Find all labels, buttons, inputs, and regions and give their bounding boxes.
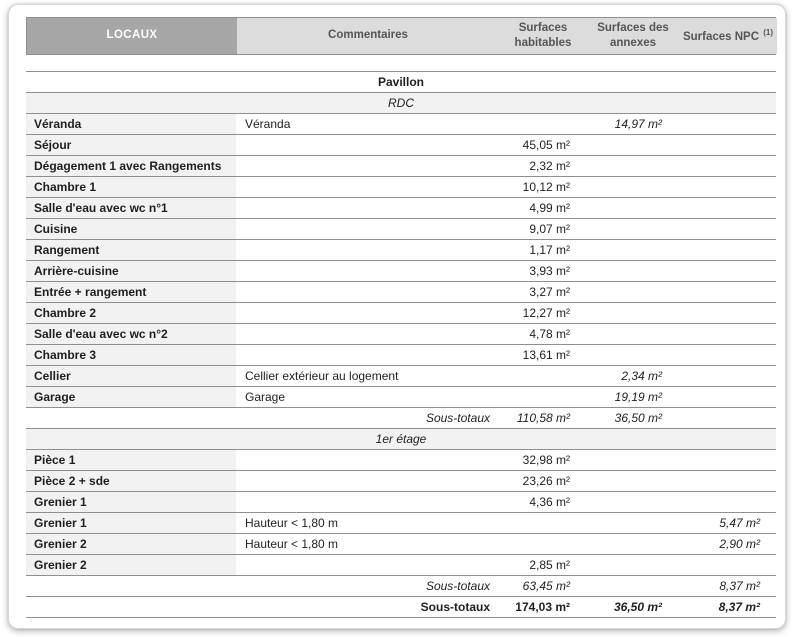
local-cell: Arrière-cuisine xyxy=(26,261,236,281)
surfaces-npc-cell: 8,37 m² xyxy=(719,579,760,593)
surfaces-npc-cell xyxy=(678,387,776,407)
surfaces-annexes-cell xyxy=(586,450,678,470)
surfaces-habitables-cell: 45,05 m² xyxy=(522,138,570,152)
surfaces-npc-cell xyxy=(678,261,776,281)
surfaces-habitables-cell: 4,36 m² xyxy=(529,495,570,509)
section-row: RDC xyxy=(26,93,776,114)
local-cell: Grenier 1 xyxy=(26,513,236,533)
surfaces-habitables-cell: 32,98 m² xyxy=(522,453,570,467)
surfaces-annexes-cell xyxy=(586,282,678,302)
surfaces-npc-cell: 5,47 m² xyxy=(719,516,760,530)
surfaces-habitables-cell: 110,58 m² xyxy=(516,411,570,425)
surfaces-npc-cell: 8,37 m² xyxy=(718,600,760,614)
comment-cell: Garage xyxy=(245,390,286,404)
local-cell xyxy=(26,408,236,428)
header-cell-surfaces-npc xyxy=(679,18,777,54)
surfaces-annexes-cell xyxy=(586,513,678,533)
local-cell: Dégagement 1 avec Rangements xyxy=(26,156,236,176)
surfaces-npc-cell xyxy=(678,471,776,491)
surfaces-annexes-cell: 36,50 m² xyxy=(613,600,662,614)
local-cell: Rangement xyxy=(26,240,236,260)
local-cell: Entrée + rangement xyxy=(26,282,236,302)
table-row xyxy=(26,513,776,534)
local-cell: Séjour xyxy=(26,135,236,155)
surfaces-npc-cell: 2,90 m² xyxy=(719,537,760,551)
surfaces-annexes-cell xyxy=(586,345,678,365)
header-cell-commentaires xyxy=(237,18,499,54)
surfaces-annexes-cell xyxy=(586,303,678,323)
surfaces-annexes-cell xyxy=(586,156,678,176)
table-row xyxy=(26,555,776,576)
surfaces-habitables-cell xyxy=(498,114,586,134)
table-body xyxy=(26,71,776,618)
surfaces-habitables-cell xyxy=(498,513,586,533)
table-row xyxy=(26,366,776,387)
table-row xyxy=(26,471,776,492)
surfaces-npc-cell xyxy=(678,240,776,260)
surfaces-habitables-cell xyxy=(498,534,586,554)
comment-cell xyxy=(236,219,498,239)
document-page xyxy=(8,4,786,629)
comment-cell xyxy=(236,282,498,302)
surfaces-annexes-cell xyxy=(586,492,678,512)
table-row xyxy=(26,114,776,135)
surfaces-habitables-cell: 4,78 m² xyxy=(529,327,570,341)
surfaces-habitables-cell: 13,61 m² xyxy=(522,348,570,362)
surfaces-annexes-cell xyxy=(586,534,678,554)
local-cell: Chambre 3 xyxy=(26,345,236,365)
local-cell: Grenier 2 xyxy=(26,555,236,575)
local-cell: Pièce 1 xyxy=(26,450,236,470)
surfaces-habitables-cell: 9,07 m² xyxy=(529,222,570,236)
surfaces-annexes-cell xyxy=(586,576,678,596)
table-row xyxy=(26,156,776,177)
table-row xyxy=(26,282,776,303)
surfaces-npc-cell xyxy=(678,282,776,302)
surfaces-annexes-cell xyxy=(586,261,678,281)
comment-cell: Sous-totaux xyxy=(425,411,490,425)
header-gap xyxy=(26,55,776,71)
local-cell: Chambre 2 xyxy=(26,303,236,323)
npc-footnote-marker: (1) xyxy=(763,27,774,37)
surfaces-npc-cell xyxy=(678,135,776,155)
surfaces-habitables-cell: 12,27 m² xyxy=(522,306,570,320)
comment-cell: Sous-totaux xyxy=(425,579,490,593)
comment-cell xyxy=(236,198,498,218)
surfaces-habitables-cell xyxy=(498,366,586,386)
local-cell: Pièce 2 + sde xyxy=(26,471,236,491)
local-cell xyxy=(26,597,236,617)
surfaces-habitables-cell: 174,03 m² xyxy=(515,600,570,614)
comment-cell: Hauteur < 1,80 m xyxy=(245,537,339,551)
surfaces-annexes-cell xyxy=(586,555,678,575)
surfaces-annexes-cell xyxy=(586,240,678,260)
table-row xyxy=(26,303,776,324)
surfaces-annexes-cell xyxy=(586,198,678,218)
comment-cell xyxy=(236,345,498,365)
local-cell: Grenier 1 xyxy=(26,492,236,512)
local-cell: Grenier 2 xyxy=(26,534,236,554)
surfaces-annexes-cell xyxy=(586,135,678,155)
comment-cell: Véranda xyxy=(245,117,291,131)
surfaces-habitables-cell: 23,26 m² xyxy=(522,474,570,488)
surfaces-habitables-cell: 3,27 m² xyxy=(529,285,570,299)
section-row: 1er étage xyxy=(26,429,776,450)
comment-cell xyxy=(236,471,498,491)
header-cell-surfaces-annexes xyxy=(587,18,679,54)
surfaces-annexes-cell xyxy=(586,177,678,197)
local-cell: Salle d'eau avec wc n°1 xyxy=(26,198,236,218)
table-row xyxy=(26,324,776,345)
surfaces-habitables-cell: 1,17 m² xyxy=(529,243,570,257)
comment-cell xyxy=(236,555,498,575)
header-label-commentaires: Commentaires xyxy=(328,29,408,42)
surfaces-habitables-cell: 10,12 m² xyxy=(522,180,570,194)
surfaces-annexes-cell xyxy=(586,219,678,239)
comment-cell: Hauteur < 1,80 m xyxy=(245,516,339,530)
surfaces-npc-cell xyxy=(678,555,776,575)
comment-cell xyxy=(236,156,498,176)
surfaces-annexes-cell xyxy=(586,471,678,491)
table-row xyxy=(26,261,776,282)
local-cell: Véranda xyxy=(26,114,236,134)
surfaces-habitables-cell: 2,32 m² xyxy=(529,159,570,173)
comment-cell xyxy=(236,492,498,512)
subtotal-row xyxy=(26,408,776,429)
comment-cell: Cellier extérieur au logement xyxy=(245,369,399,383)
total-row xyxy=(26,597,776,618)
table-row xyxy=(26,135,776,156)
comment-cell xyxy=(236,135,498,155)
local-cell: Salle d'eau avec wc n°2 xyxy=(26,324,236,344)
surfaces-npc-cell xyxy=(678,156,776,176)
comment-cell: Sous-totaux xyxy=(420,600,490,614)
surfaces-npc-cell xyxy=(678,450,776,470)
surfaces-annexes-cell xyxy=(586,324,678,344)
header-label-locaux: LOCAUX xyxy=(106,29,158,42)
table-row xyxy=(26,177,776,198)
table-row xyxy=(26,387,776,408)
surfaces-habitables-cell: 3,93 m² xyxy=(529,264,570,278)
surfaces-annexes-cell: 14,97 m² xyxy=(614,117,662,131)
local-cell: Cellier xyxy=(26,366,236,386)
surfaces-npc-cell xyxy=(678,345,776,365)
local-cell: Cuisine xyxy=(26,219,236,239)
local-cell: Chambre 1 xyxy=(26,177,236,197)
surfaces-habitables-cell xyxy=(498,387,586,407)
surfaces-npc-cell xyxy=(678,366,776,386)
surfaces-npc-cell xyxy=(678,114,776,134)
surfaces-npc-cell xyxy=(678,303,776,323)
header-label-surfaces-annexes: Surfaces des annexes xyxy=(597,21,669,49)
surfaces-habitables-cell: 2,85 m² xyxy=(529,558,570,572)
surfaces-annexes-cell: 19,19 m² xyxy=(614,390,662,404)
comment-cell xyxy=(236,177,498,197)
local-cell: Garage xyxy=(26,387,236,407)
comment-cell xyxy=(236,303,498,323)
surfaces-habitables-cell: 4,99 m² xyxy=(529,201,570,215)
table-row xyxy=(26,240,776,261)
surfaces-npc-cell xyxy=(678,324,776,344)
header-cell-surfaces-habitables xyxy=(499,18,587,54)
surfaces-npc-cell xyxy=(678,492,776,512)
table-row xyxy=(26,198,776,219)
surfaces-table xyxy=(26,17,776,618)
local-cell xyxy=(26,576,236,596)
table-row xyxy=(26,219,776,240)
surfaces-annexes-cell: 36,50 m² xyxy=(614,411,662,425)
surfaces-npc-cell xyxy=(678,198,776,218)
header-label-surfaces-habitables: Surfaces habitables xyxy=(514,21,572,49)
comment-cell xyxy=(236,450,498,470)
surfaces-npc-cell xyxy=(678,408,776,428)
table-row xyxy=(26,492,776,513)
table-header-row xyxy=(26,17,776,55)
header-label-surfaces-npc: Surfaces NPC $^{(1)}$ xyxy=(682,27,774,43)
table-row xyxy=(26,345,776,366)
header-cell-locaux xyxy=(27,18,237,54)
comment-cell xyxy=(236,324,498,344)
surfaces-npc-cell xyxy=(678,219,776,239)
comment-cell xyxy=(236,261,498,281)
table-row xyxy=(26,450,776,471)
comment-cell xyxy=(236,240,498,260)
subtotal-row xyxy=(26,576,776,597)
surfaces-habitables-cell: 63,45 m² xyxy=(522,579,570,593)
surfaces-npc-cell xyxy=(678,177,776,197)
surfaces-annexes-cell: 2,34 m² xyxy=(621,369,662,383)
table-row xyxy=(26,534,776,555)
section-row: Pavillon xyxy=(26,72,776,93)
